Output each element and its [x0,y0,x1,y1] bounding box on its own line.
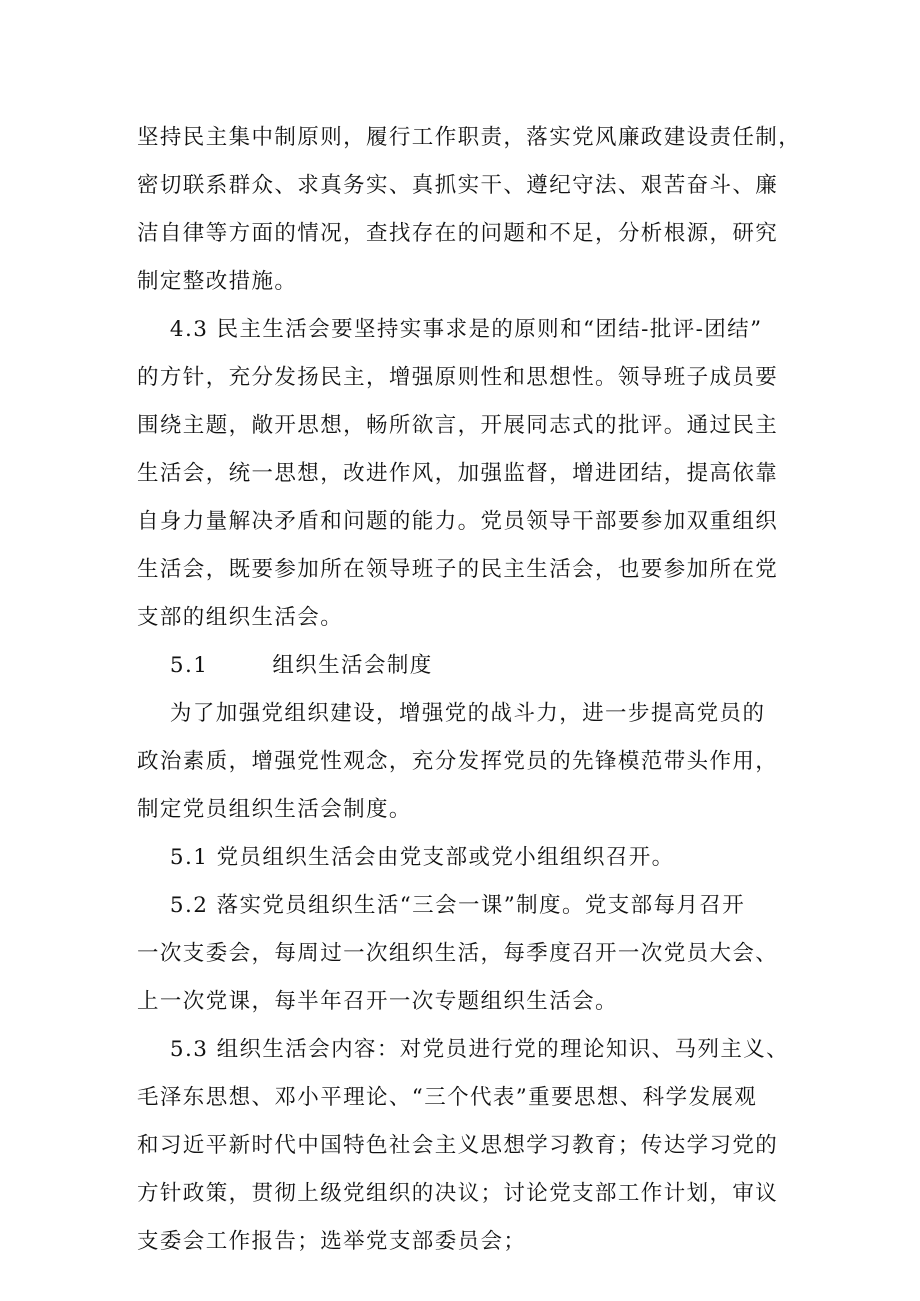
text-line: 支部的组织生活会。 [137,605,344,630]
text-line: 制定整改措施。 [137,269,298,294]
body-text [137,114,802,1266]
section-heading [137,642,797,690]
text-line: 围绕主题，敞开思想，畅所欲言，开展同志式的批评。通过民主 [137,413,779,438]
text-line: 上一次党课，每半年召开一次专题组织生活会。 [137,989,618,1014]
text-line: 制定党员组织生活会制度。 [137,797,412,822]
text-line: 毛泽东思想、邓小平理论、“三个代表”重要思想、科学发展观 [137,1085,758,1110]
text-line: 方针政策，贯彻上级党组织的决议；讨论党支部工作计划，审议 [137,1181,779,1206]
text-line: 密切联系群众、求真务实、真抓实干、遵纪守法、艰苦奋斗、廉 [137,173,779,198]
paragraph-5-1-line: 5.1 党员组织生活会由党支部或党小组组织召开。 [137,845,675,870]
text-line: 自身力量解决矛盾和问题的能力。党员领导干部要参加双重组织 [137,509,779,534]
text-line: 和习近平新时代中国特色社会主义思想学习教育；传达学习党的 [137,1133,779,1158]
paragraph-5-3-line: 5.3 组织生活会内容：对党员进行党的理论知识、马列主义、 [137,1037,790,1062]
paragraph-4-3-line: 4.3 民主生活会要坚持实事求是的原则和“团结-批评-团结” [137,317,763,342]
text-line: 生活会，既要参加所在领导班子的民主生活会，也要参加所在党 [137,557,779,582]
text-line: 为了加强党组织建设，增强党的战斗力，进一步提高党员的 [137,701,766,726]
section-number: 5.1 [137,653,209,678]
text-line: 洁自律等方面的情况，查找存在的问题和不足，分析根源，研究 [137,221,779,246]
text-line: 支委会工作报告；选举党支部委员会； [137,1229,527,1254]
paragraph-5-2-line: 5.2 落实党员组织生活“三会一课”制度。党支部每月召开 [137,893,746,918]
text-line: 一次支委会，每周过一次组织生活，每季度召开一次党员大会、 [137,941,779,966]
text-line: 生活会，统一思想，改进作风，加强监督，增进团结，提高依靠 [137,461,779,486]
text-line: 坚持民主集中制原则，履行工作职责，落实党风廉政建设责任制， [137,125,802,150]
section-title: 组织生活会制度 [272,653,433,678]
text-line: 政治素质，增强党性观念，充分发挥党员的先锋模范带头作用， [137,749,779,774]
text-line: 的方针，充分发扬民主，增强原则性和思想性。领导班子成员要 [137,365,779,390]
